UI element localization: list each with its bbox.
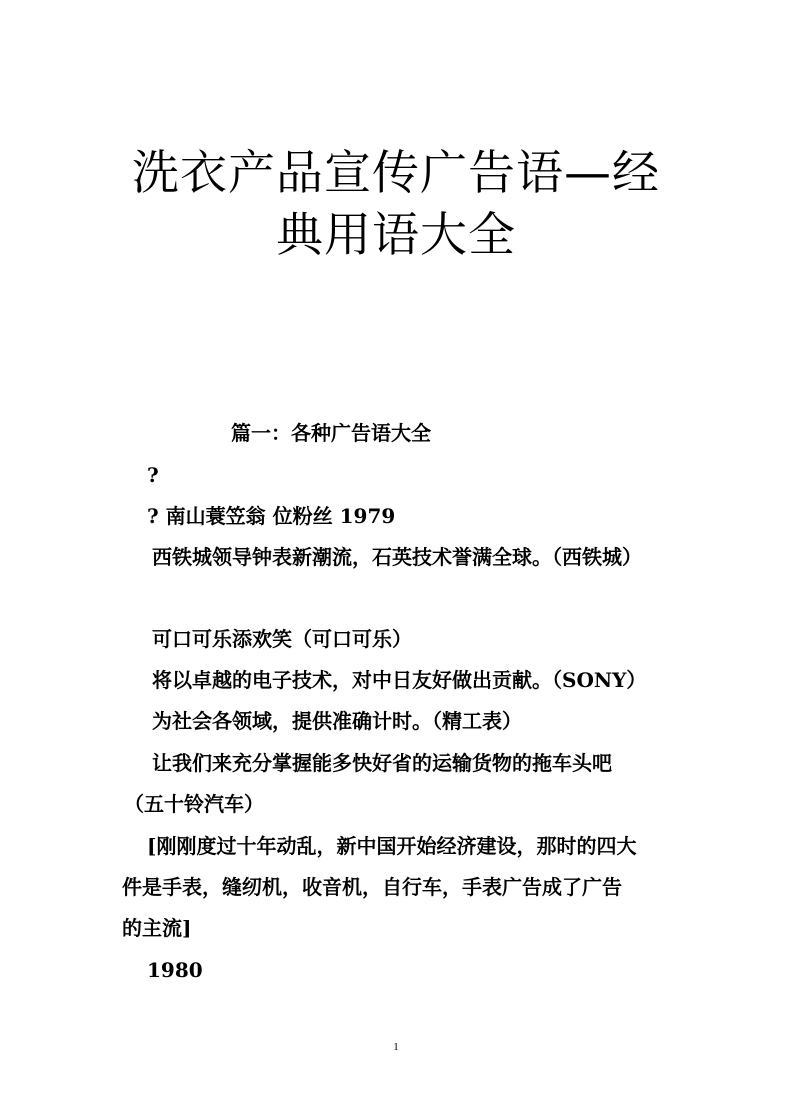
body-line: 件是手表，缝纫机，收音机，自行车，手表广告成了广告 (122, 875, 622, 899)
body-line: 可口可乐添欢笑（可口可乐） (152, 627, 412, 651)
body-line: 西铁城领导钟表新潮流，石英技术誉满全球。（西铁城） (152, 545, 642, 569)
body-line: 让我们来充分掌握能多快好省的运输货物的拖车头吧 (152, 751, 612, 775)
page-number: 1 (393, 1041, 399, 1053)
body-line: ? 南山蓑笠翁 位粉丝 1979 (147, 504, 396, 528)
section-heading: 篇一：各种广告语大全 (231, 421, 431, 445)
body-line: （五十铃汽车） (124, 792, 264, 816)
body-line: 为社会各领域，提供准确计时。（精工表） (152, 709, 522, 733)
body-line: 将以卓越的电子技术，对中日友好做出贡献。（SONY） (152, 668, 647, 692)
document-title-line-2: 典用语大全 (276, 208, 516, 263)
body-line: 1980 (147, 958, 203, 982)
body-line: [刚刚度过十年动乱，新中国开始经济建设，那时的四大 (147, 834, 637, 858)
body-line: 的主流] (122, 916, 192, 940)
body-line: ? (147, 463, 159, 487)
document-title-line-1: 洗衣产品宣传广告语—经 (132, 146, 660, 201)
